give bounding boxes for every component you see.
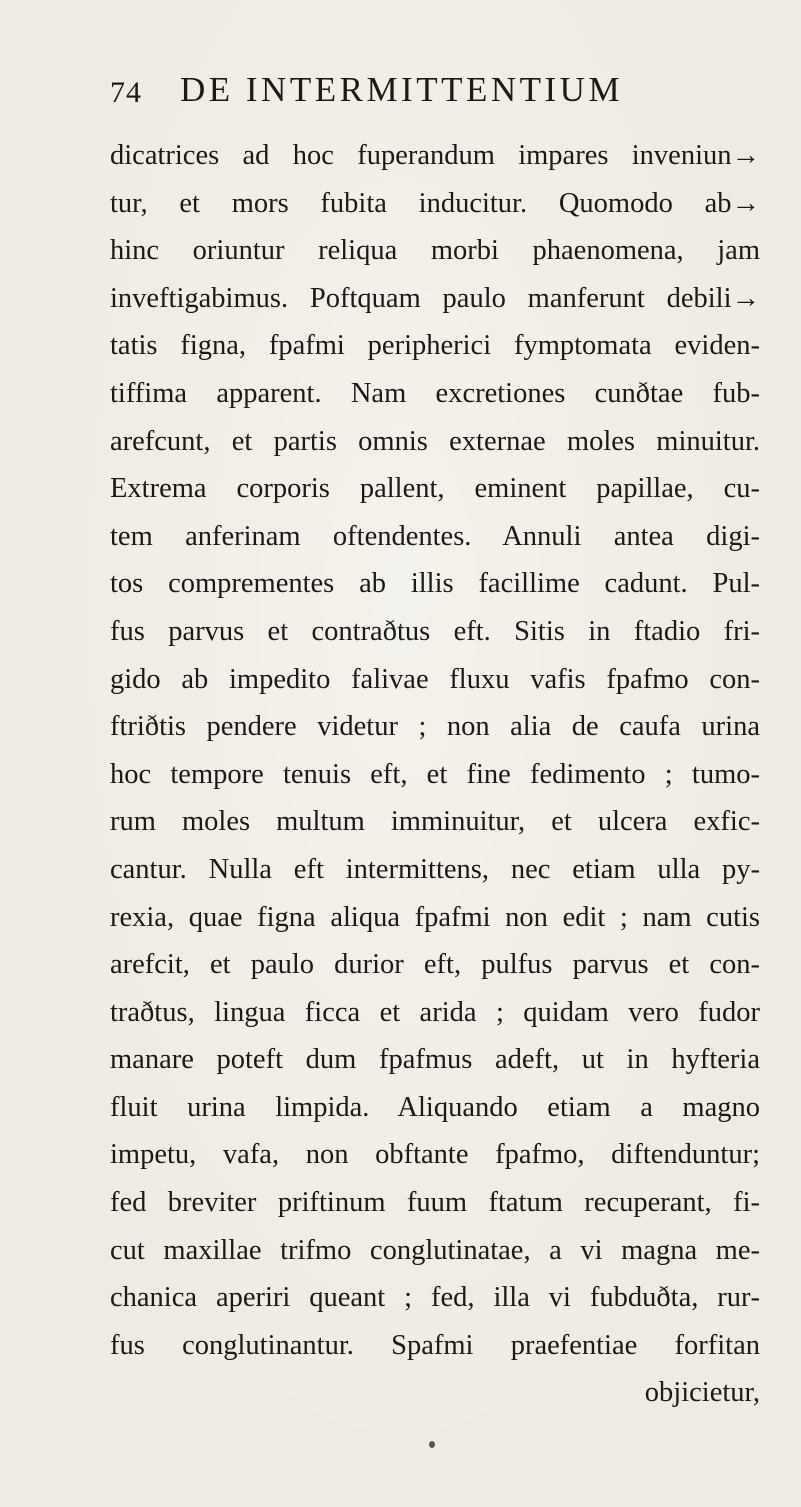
text-line: fluit urina limpida. Aliquando etiam a magno [110,1091,760,1123]
body-text [110,132,760,1417]
catchword: objicietur, [644,1377,760,1409]
text-line: hoc tempore tenuis eft, et fine fedimento ; tumo‐ [110,758,760,790]
text-line: arefcunt, et partis omnis externae moles minuitur. [110,425,760,457]
text-line: cantur. Nulla eft intermittens, nec etiam ulla py‐ [110,853,760,885]
text-line: manare poteft dum fpafmus adeft, ut in hyfteria [110,1044,760,1076]
text-line: tos comprementes ab illis facillime cadunt. Pul‐ [110,568,760,600]
running-head: DE INTERMITTENTIUM [180,70,624,109]
text-line: Extrema corporis pallent, eminent papillae, cu‐ [110,473,760,505]
text-line: rexia, quae figna aliqua fpafmi non edit ; nam cutis [110,901,760,933]
text-line: fus conglutinantur. Spafmi praefentiae forfitan [110,1329,760,1361]
text-line: hinc oriuntur reliqua morbi phaenomena, jam [110,235,760,267]
text-line: tatis figna, fpafmi peripherici fymptomata eviden‐ [110,330,760,362]
text-line: fed breviter priftinum fuum ftatum recuperant, fi‐ [110,1187,760,1219]
page-header [110,70,770,120]
text-line: traðtus, lingua ficca et arida ; quidam vero fudor [110,996,760,1028]
text-line: cut maxillae trifmo conglutinatae, a vi magna me‐ [110,1234,760,1266]
text-line: ftriðtis pendere videtur ; non alia de caufa urina [110,711,760,743]
text-line: tiffima apparent. Nam excretiones cunðtae fub‐ [110,377,760,409]
text-line: impetu, vafa, non obftante fpafmo, diftenduntur; [110,1139,760,1171]
text-line: rum moles multum imminuitur, et ulcera exfic‐ [110,806,760,838]
ink-speck [429,1441,435,1448]
text-line: fus parvus et contraðtus eft. Sitis in ftadio fri‐ [110,615,760,647]
page-number: 74 [110,76,142,109]
text-line: tur, et mors fubita inducitur. Quomodo ab→ [110,187,760,219]
text-line: gido ab impedito falivae fluxu vafis fpafmo con‐ [110,663,760,695]
text-line: tem anferinam oftendentes. Annuli antea digi‐ [110,520,760,552]
text-line: chanica aperiri queant ; fed, illa vi fubduðta, rur‐ [110,1282,760,1314]
text-line: arefcit, et paulo durior eft, pulfus parvus et con‐ [110,949,760,981]
text-line: inveftigabimus. Poftquam paulo manferunt debili→ [110,282,760,314]
text-line: dicatrices ad hoc fuperandum impares inveniun→ [110,140,760,171]
